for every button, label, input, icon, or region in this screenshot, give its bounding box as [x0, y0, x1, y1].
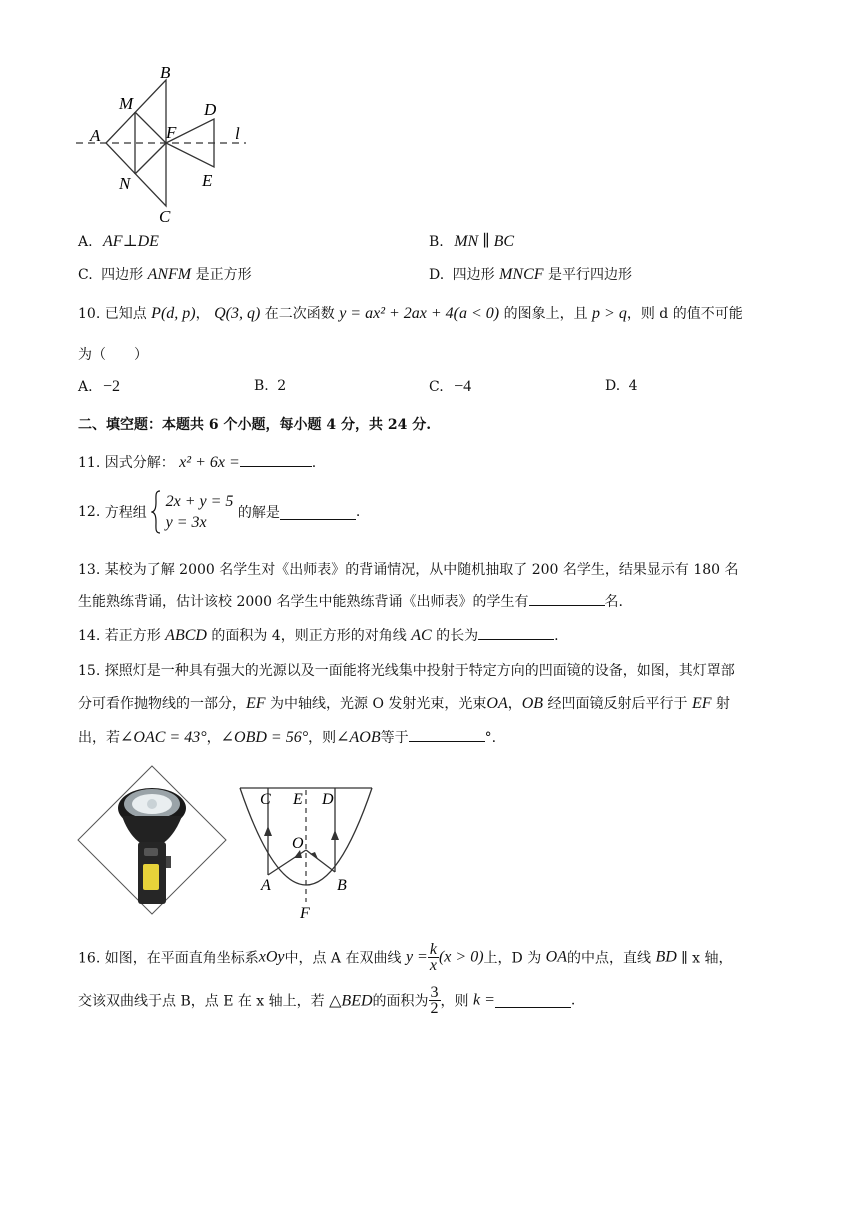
q10-line1: 10. 已知点 P(d, p)， Q(3, q) 在二次函数 y = ax² + 2ax + 4(a < 0) 的图象上，且 p > q，则 d 的值不可能	[78, 305, 743, 322]
q9-option-b: B. MN ∥ BC	[429, 233, 515, 250]
q16-line2: 交该双曲线于点 B，点 E 在 x 轴上，若 △BED的面积为 $\frac{3}{2}$ ，则 k = .	[78, 984, 576, 1017]
label-b: B	[337, 877, 347, 894]
q13-line2: 生能熟练背诵，估计该校 2000 名学生中能熟练背诵《出师表》的学生有 名.	[78, 591, 623, 611]
section-heading: 二、填空题：本题共 6 个小题，每小题 4 分，共 24 分.	[78, 417, 432, 433]
answer-blank[interactable]	[478, 625, 554, 640]
q13-line1: 13. 某校为了解 2000 名学生对《出师表》的背诵情况，从中随机抽取了 200 名学生，结果显示有 180 名	[78, 562, 739, 578]
q15-line2: 分可看作抛物线的一部分，EF 为中轴线，光源 O 发射光束，光束OA，OB 经凹面镜反射后平行于 EF 射	[78, 695, 730, 712]
answer-blank[interactable]	[409, 727, 485, 742]
fraction-k-over-x: $\frac{k}{x}$	[429, 941, 437, 974]
q9-option-d: D. 四边形 MNCF 是平行四边形	[429, 266, 632, 283]
label-l: l	[235, 124, 240, 143]
q16-line1: 16. 如图，在平面直角坐标系xOy中，点 A 在双曲线 y = $\frac{k}{x}$ (x > 0)上，D 为 OA的中点，直线 BD ∥ x 轴，	[78, 941, 733, 974]
label-o: O	[292, 835, 304, 852]
label-b: B	[160, 63, 171, 82]
flashlight-photo	[76, 764, 228, 916]
q9-option-a: A. AF⊥DE	[78, 233, 159, 250]
beam-ob	[306, 850, 335, 872]
label-c: C	[260, 791, 271, 808]
fraction-three-halves: $\frac{3}{2}$	[430, 984, 439, 1017]
label-m: M	[119, 94, 134, 113]
answer-blank[interactable]	[529, 591, 605, 606]
answer-blank[interactable]	[495, 993, 571, 1008]
segment-mf	[135, 112, 166, 143]
q10-option-d: D. 4	[605, 378, 638, 394]
q10-option-b: B. 2	[254, 378, 287, 394]
label-d: D	[204, 100, 217, 119]
answer-blank[interactable]	[280, 505, 356, 520]
label-f: F	[300, 905, 310, 922]
q15-line1: 15. 探照灯是一种具有强大的光源以及一面能将光线集中投射于特定方向的凹面镜的设备，如图，其灯罩部	[78, 663, 735, 679]
equation-1: 2x + y = 5	[165, 493, 234, 510]
q9-geometry-figure	[70, 58, 260, 228]
answer-blank[interactable]	[240, 452, 312, 467]
label-f: F	[166, 123, 177, 142]
label-a: A	[90, 126, 101, 145]
q14: 14. 若正方形 ABCD 的面积为 4，则正方形的对角线 AC 的长为 .	[78, 627, 559, 644]
q15-line3: 出，若∠OAC = 43°，∠OBD = 56°，则∠AOB等于 °.	[78, 729, 497, 746]
q10-line2: 为（ ）	[78, 347, 148, 363]
label-d: D	[322, 791, 334, 808]
equation-2: y = 3x	[165, 514, 207, 531]
arrow-up-a-icon	[264, 826, 272, 836]
label-e: E	[202, 171, 213, 190]
segment-nf	[135, 143, 166, 174]
q11: 11. 因式分解： x² + 6x = .	[78, 454, 317, 471]
parabola-reflector-figure	[236, 782, 378, 924]
q12: 12. 方程组 2x + y = 5 y = 3x 的解是 .	[78, 490, 360, 534]
label-a: A	[261, 877, 271, 894]
arrow-up-b-icon	[331, 830, 339, 840]
q9-option-c: C. 四边形 ANFM 是正方形	[78, 266, 252, 283]
equation-system	[151, 490, 233, 534]
arrow-ob-icon	[310, 852, 318, 859]
label-c: C	[159, 207, 171, 226]
brace-icon	[151, 490, 161, 534]
q10-option-a: A. −2	[78, 378, 121, 395]
q10-option-c: C. −4	[429, 378, 472, 395]
label-e: E	[293, 791, 303, 808]
label-n: N	[119, 174, 131, 193]
